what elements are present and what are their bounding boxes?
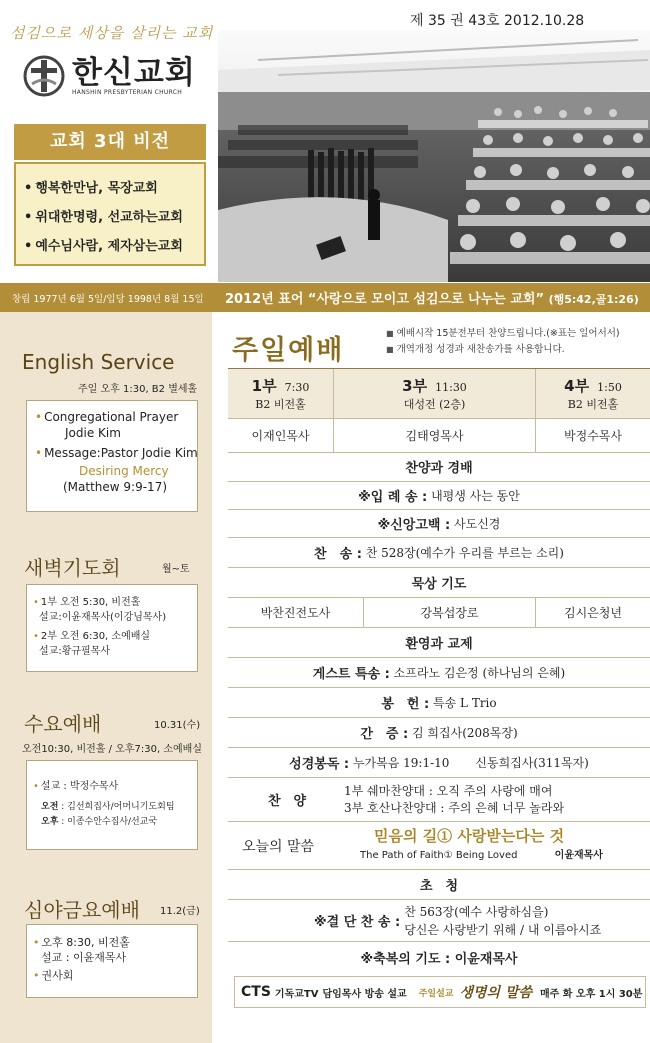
anthem-label: 찬 양 <box>268 794 307 809</box>
service-location: B2 비전홀 <box>255 398 306 411</box>
am-value: : 김선희집사/어머니기도회팀 <box>61 802 175 812</box>
congregation-photo <box>218 30 650 282</box>
prayer-people-table <box>228 598 650 628</box>
worship-title: 주일예배 <box>232 335 345 366</box>
service-location: B2 비전홀 <box>567 398 619 411</box>
wednesday-am <box>33 800 191 815</box>
testimony-label: 간 증 : <box>360 727 409 742</box>
sermon-subtitle <box>360 846 603 866</box>
hymn-label: 찬 송 : <box>314 547 362 562</box>
english-service-box <box>26 400 198 512</box>
yearly-motto <box>225 288 639 307</box>
church-name-en: HANSHIN PRESBYTERIAN CHURCH <box>72 88 183 96</box>
closing-hymn-value: 당신은 사랑받기 위해 / 내 이름아시죠 <box>404 922 602 937</box>
pm-value: : 이종수안수집사/선교국 <box>61 817 158 827</box>
guest-song-row <box>228 658 650 688</box>
offering-row <box>228 688 650 718</box>
dawn-first-service: • 1부 오전 5:30, 비전홀 <box>33 595 191 610</box>
issue-number: 제 35 권 43호 2012.10.28 <box>410 13 585 29</box>
service-1-header <box>228 369 334 418</box>
service-location: 대성전 (2층) <box>403 398 466 411</box>
friday-time: • 오후 8:30, 비전홀 <box>33 935 191 950</box>
dawn-prayer-box <box>26 584 198 672</box>
vision-item: • 위대한명령, 선교하는교회 <box>24 203 196 232</box>
sermon-title: 믿음의 길① 사랑받는다는 것 <box>374 826 565 845</box>
offering-label: 봉 헌 : <box>381 697 430 712</box>
invitation-header: 초 청 <box>228 870 650 900</box>
sermon-label: 오늘의 말씀 <box>242 838 315 855</box>
message-reference: (Matthew 9:9-17) <box>63 480 168 494</box>
sermon-row <box>228 822 650 870</box>
prayer-person: 박찬진전도사 <box>228 598 364 627</box>
english-service-title: English Service <box>22 350 175 374</box>
pastor-row <box>228 419 650 453</box>
vision-title: 교회 3대 비전 <box>14 124 206 160</box>
creed-row <box>228 510 650 538</box>
church-logo <box>22 54 196 98</box>
sermon-pastor: 이윤재목사 <box>554 849 603 861</box>
am-label: 오전 <box>41 802 59 812</box>
service-name: 1부 <box>251 377 277 395</box>
scripture-row <box>228 748 650 778</box>
slogan: 섬김으로 세상을 살리는 교회 <box>10 24 214 42</box>
praise-header: 찬양과 경배 <box>228 452 650 482</box>
message-label: • Message:Pastor Jodie Kim <box>35 443 189 463</box>
prayer-header: 묵상 기도 <box>228 568 650 598</box>
cross-logo-icon <box>22 54 66 98</box>
wednesday-date: 10.31(수) <box>154 720 201 731</box>
closing-hymn-row <box>228 900 650 942</box>
welcome-header: 환영과 교제 <box>228 628 650 658</box>
wednesday-times: 오전10:30, 비전홀 / 오후7:30, 소예배실 <box>22 744 202 755</box>
cts-broadcast-banner <box>234 976 646 1008</box>
prayer-name: Jodie Kim <box>65 426 121 440</box>
service-time: 7:30 <box>284 381 310 394</box>
wednesday-service-title: 수요예배 <box>24 712 102 736</box>
scripture-value: 누가복음 19:1-10 <box>352 756 450 770</box>
wednesday-preacher: • 설교 : 박정수목사 <box>33 779 191 794</box>
dawn-first-preacher: 설교:이윤재목사(이강님목사) <box>39 612 167 623</box>
sermon-details <box>360 826 603 866</box>
hymn-value: 찬 528장(예수가 우리를 부르는 소리) <box>365 546 564 560</box>
friday-preacher: 설교 : 이윤재목사 <box>41 951 127 964</box>
benediction: ※축복의 기도 : 이윤재목사 <box>360 951 518 967</box>
church-name: 한신교회 <box>72 54 196 91</box>
service-name: 4부 <box>564 377 590 395</box>
dawn-second-service: • 2부 오전 6:30, 소예배실 <box>33 629 191 644</box>
scripture-label: 성경봉독 : <box>289 757 350 772</box>
motto-band <box>0 283 650 312</box>
prayer-people-row <box>228 598 650 628</box>
service-4-header <box>536 369 650 418</box>
intro-song-row <box>228 482 650 510</box>
vision-item: • 행복한만남, 목장교회 <box>24 174 196 203</box>
worship-notes <box>386 326 620 358</box>
cts-brand: CTS <box>241 984 271 1000</box>
wednesday-box <box>26 760 198 850</box>
cts-schedule: 매주 화 오후 1시 30분 <box>540 988 643 1000</box>
scripture-reader: 신동희집사(311목자) <box>475 756 589 770</box>
service-3-header <box>334 369 536 418</box>
message-title: Desiring Mercy <box>79 464 169 478</box>
service-name: 3부 <box>402 377 428 395</box>
anthem-row <box>228 778 650 822</box>
friday-group: • 권사회 <box>33 968 191 983</box>
sunday-worship <box>228 312 650 1043</box>
cts-tag: 주일설교 <box>418 988 454 999</box>
intro-song-value: 내평생 사는 동안 <box>431 489 520 503</box>
cts-program: 생명의 말씀 <box>459 985 532 1001</box>
motto-text: 2012년 표어 “사랑으로 모이고 섬김으로 나누는 교회” <box>225 292 545 307</box>
hymn-row <box>228 538 650 568</box>
worship-note: ■ 예배시작 15분전부터 찬양드립니다.(※표는 일어서서) <box>386 326 620 342</box>
service-pastor: 김태영목사 <box>334 419 536 452</box>
english-service-time: 주일 오후 1:30, B2 별세홀 <box>78 384 198 395</box>
service-time: 1:50 <box>597 381 622 394</box>
anthem-choir: 3부 호산나찬양대 : 주의 은혜 너무 놀라와 <box>344 800 565 815</box>
service-schedule-table <box>228 368 650 453</box>
founded-date: 창립 1977년 6월 5일/입당 1998년 8월 15일 <box>12 294 204 305</box>
worship-hall-image <box>218 30 650 282</box>
vision-list <box>14 162 206 266</box>
guest-song-value: 소프라노 김은정 (하나님의 은혜) <box>393 666 566 680</box>
closing-hymn-value: 찬 563장(예수 사랑하심을) <box>404 904 549 919</box>
closing-hymn-values <box>404 903 601 939</box>
worship-note: ■ 개역개정 성경과 새찬송가를 사용합니다. <box>386 342 620 358</box>
anthem-choir: 1부 쉐마찬양대 : 오직 주의 사랑에 매여 <box>344 783 553 798</box>
prayer-label: • Congregational Prayer <box>35 409 189 425</box>
creed-label: ※신앙고백 : <box>377 518 451 533</box>
dawn-prayer-days: 월~토 <box>162 564 190 575</box>
cts-description: 담임목사 방송 설교 <box>322 988 407 1000</box>
masthead <box>0 0 650 283</box>
offering-value: 특송 L Trio <box>433 696 497 710</box>
vision-item: • 예수님사람, 제자삼는교회 <box>24 232 196 261</box>
service-header-row <box>228 369 650 419</box>
prayer-person: 김시은청년 <box>564 606 622 620</box>
guest-song-label: 게스트 특송 : <box>312 667 390 682</box>
creed-value: 사도신경 <box>454 517 501 531</box>
dawn-prayer-title: 새벽기도회 <box>24 556 121 580</box>
dawn-second-preacher: 설교:황규필목사 <box>39 646 110 657</box>
service-pastor: 이재인목사 <box>228 419 334 452</box>
sidebar <box>0 312 212 1043</box>
anthem-choirs <box>344 783 564 817</box>
pm-label: 오후 <box>41 817 59 827</box>
intro-song-label: ※입 례 송 : <box>358 490 428 505</box>
testimony-row <box>228 718 650 748</box>
wednesday-pm <box>33 815 191 830</box>
friday-service-title: 심야금요예배 <box>24 898 140 922</box>
friday-date: 11.2(금) <box>160 906 200 917</box>
closing-hymn-label: ※결 단 찬 송 : <box>314 915 401 930</box>
cts-channel: 기독교TV <box>274 988 319 1000</box>
prayer-person: 강복섭장로 <box>364 598 536 627</box>
testimony-value: 김 희집사(208목장) <box>412 726 518 740</box>
sermon-title-en: The Path of Faith① Being Loved <box>360 849 518 861</box>
service-pastor: 박정수목사 <box>564 429 622 443</box>
service-time: 11:30 <box>435 381 467 394</box>
benediction-row <box>228 942 650 972</box>
motto-reference: (행5:42,골1:26) <box>548 293 639 306</box>
friday-box <box>26 924 198 998</box>
